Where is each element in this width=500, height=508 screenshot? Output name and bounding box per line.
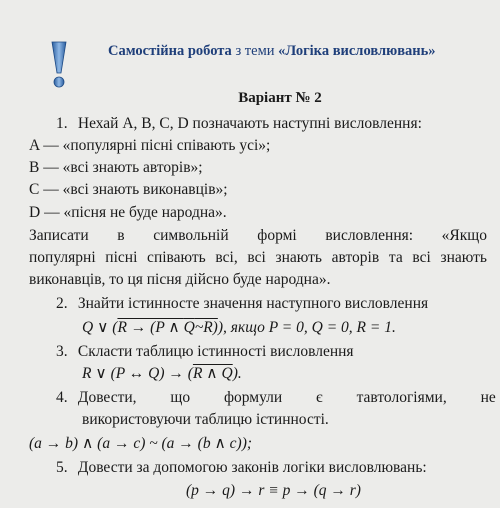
task-4: 4. Довести, що формули є тавтологіями, не [56,389,496,406]
task-4-line-2: використовуючи таблицю істинності. [82,411,329,428]
definition-b: B — «всі знають авторів»; [29,159,203,176]
task-1: 1. Нехай A, B, C, D позначають наступні висловлення: [56,115,422,132]
task-2-formula: Q ∨ (R → (P ∧ Q~R)), якщо P = 0, Q = 0, R = 1. [82,319,396,336]
page-title: Самостійна робота з теми «Логіка висловлювань» [108,43,436,59]
task-1-paragraph-line-2: популярні пісні співають всі, всі знають авторів та всі знають [29,249,487,266]
task-1-paragraph-line-1: Записати в символьній формі висловлення: «Якщо [29,227,487,244]
task-3: 3. Скласти таблицю істинності висловлення [56,343,354,360]
task-4-formula: (a → b) ∧ (a → c) ~ (a → (b ∧ c)); [29,435,253,452]
definition-d: D — «пісня не буде народна». [29,204,227,221]
task-2: 2. Знайти істинносте значення наступного висловлення [56,295,429,312]
task-5: 5. Довести за допомогою законів логіки висловлювань: [56,459,427,476]
exclamation-icon [49,40,69,90]
task-3-formula: R ∨ (P ↔ Q) → (R ∧ Q). [82,365,242,382]
variant-heading: Варіант № 2 [238,90,322,106]
task-1-paragraph-line-3: виконавців, то ця пісня дійсно буде народна». [29,271,331,288]
definition-c: C — «всі знають виконавців»; [29,181,228,198]
definition-a: A — «популярні пісні співають усі»; [29,137,271,154]
task-5-formula: (p → q) → r ≡ p → (q → r) [186,482,361,499]
